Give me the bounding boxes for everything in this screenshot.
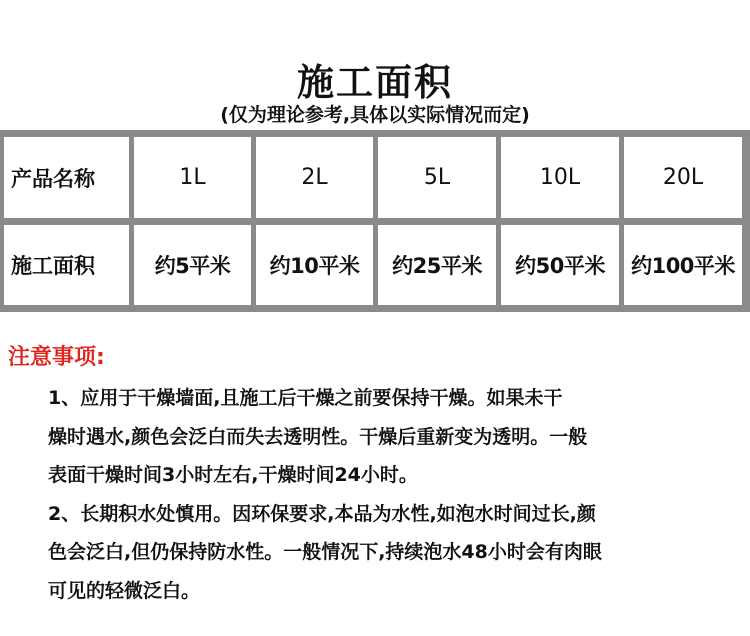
table-row <box>4 225 742 305</box>
table-cell: 约10平米 <box>256 225 378 305</box>
note-line: 表面干燥时间3小时左右,干燥时间24小时。 <box>48 464 418 487</box>
table-cell: 约100平米 <box>624 225 742 305</box>
table-cell: 2L <box>256 137 378 225</box>
table-cell: 约25平米 <box>378 225 501 305</box>
page-subtitle: (仅为理论参考,具体以实际情况而定) <box>220 104 530 126</box>
page-title: 施工面积 <box>297 61 453 104</box>
note-line: 色会泛白,但仍保持防水性。一般情况下,持续泡水48小时会有肉眼 <box>48 541 602 564</box>
table-cell: 约50平米 <box>501 225 624 305</box>
spec-table-frame <box>0 130 750 312</box>
row-label-product-name: 产品名称 <box>4 137 134 225</box>
table-cell: 20L <box>624 137 742 225</box>
table-cell: 5L <box>378 137 501 225</box>
table-cell: 1L <box>134 137 256 225</box>
notes-heading: 注意事项: <box>8 345 105 370</box>
notes-body <box>48 384 708 616</box>
table-row <box>4 137 742 225</box>
spec-table <box>4 137 742 305</box>
note-line: 可见的轻微泛白。 <box>48 579 201 602</box>
note-line: 燥时遇水,颜色会泛白而失去透明性。干燥后重新变为透明。一般 <box>48 425 588 448</box>
table-cell: 10L <box>501 137 624 225</box>
note-line: 1、应用于干燥墙面,且施工后干燥之前要保持干燥。如果未干 <box>48 387 563 409</box>
row-label-coverage-area: 施工面积 <box>4 225 134 305</box>
table-cell: 约5平米 <box>134 225 256 305</box>
note-line: 2、长期积水处慎用。因环保要求,本品为水性,如泡水时间过长,颜 <box>48 502 596 525</box>
